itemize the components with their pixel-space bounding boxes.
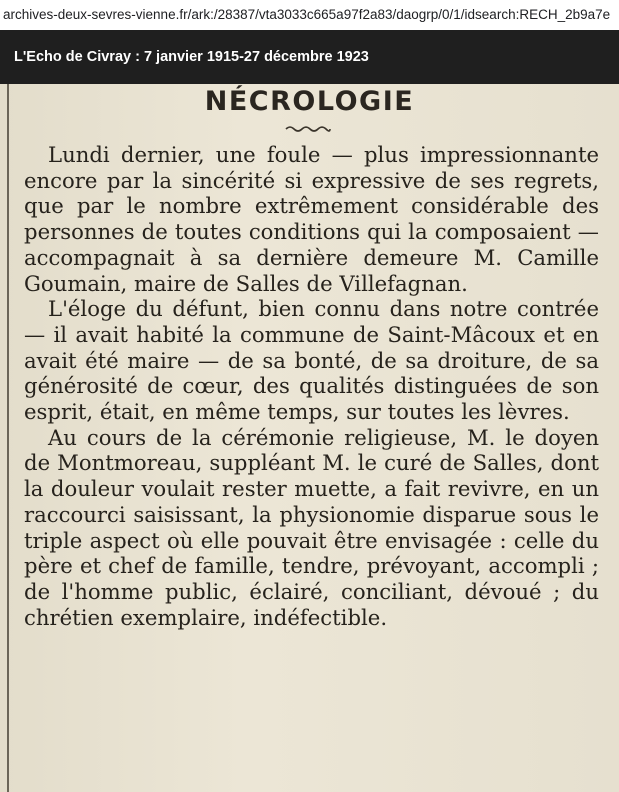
article-heading: NÉCROLOGIE bbox=[204, 86, 415, 117]
article-paragraph: Au cours de la cérémonie religieuse, M. le doyen de Montmoreau, suppléant M. le curé de Salles, dont la douleur voulait rester muette, a fait revivre, en un raccourci saisissant, la physionomie disparue sous le triple aspect où elle pouvait être envisagée : celle du père et chef de famille, tendre, prévoyant, accompli ; de l'homme public, éclairé, conciliant, dévoué ; du chrétien exemplaire, indéfectible. bbox=[24, 424, 599, 630]
scanned-newspaper-page[interactable] bbox=[0, 84, 619, 792]
url-text: archives-deux-sevres-vienne.fr/ark:/28387/vta3033c665a97f2a83/daogrp/0/1/idsearch:RECH_2b9a7e bbox=[3, 7, 611, 22]
document-title: L'Echo de Civray : 7 janvier 1915-27 décembre 1923 bbox=[14, 49, 369, 65]
article-paragraph: L'éloge du défunt, bien connu dans notre contrée — il avait habité la commune de Saint-Mâcoux et en avait été maire — de sa bonté, de sa droiture, de sa générosité de cœur, des qualités distinguées de son esprit, était, en même temps, sur toutes les lèvres. bbox=[24, 296, 599, 425]
article-paragraph: Lundi dernier, une foule — plus impressionnante encore par la sincérité si expressive de ses regrets, que par le nombre extrêmement considérable des personnes de toutes conditions qui la composaient — accompagnait à sa dernière demeure M. Camille Goumain, maire de Salles de Villefagnan. bbox=[24, 142, 599, 296]
article-body bbox=[24, 142, 599, 630]
viewer-title-bar bbox=[0, 30, 619, 84]
wavy-ornament-icon bbox=[284, 124, 332, 134]
column-rule bbox=[7, 84, 9, 792]
address-bar[interactable] bbox=[0, 0, 619, 30]
